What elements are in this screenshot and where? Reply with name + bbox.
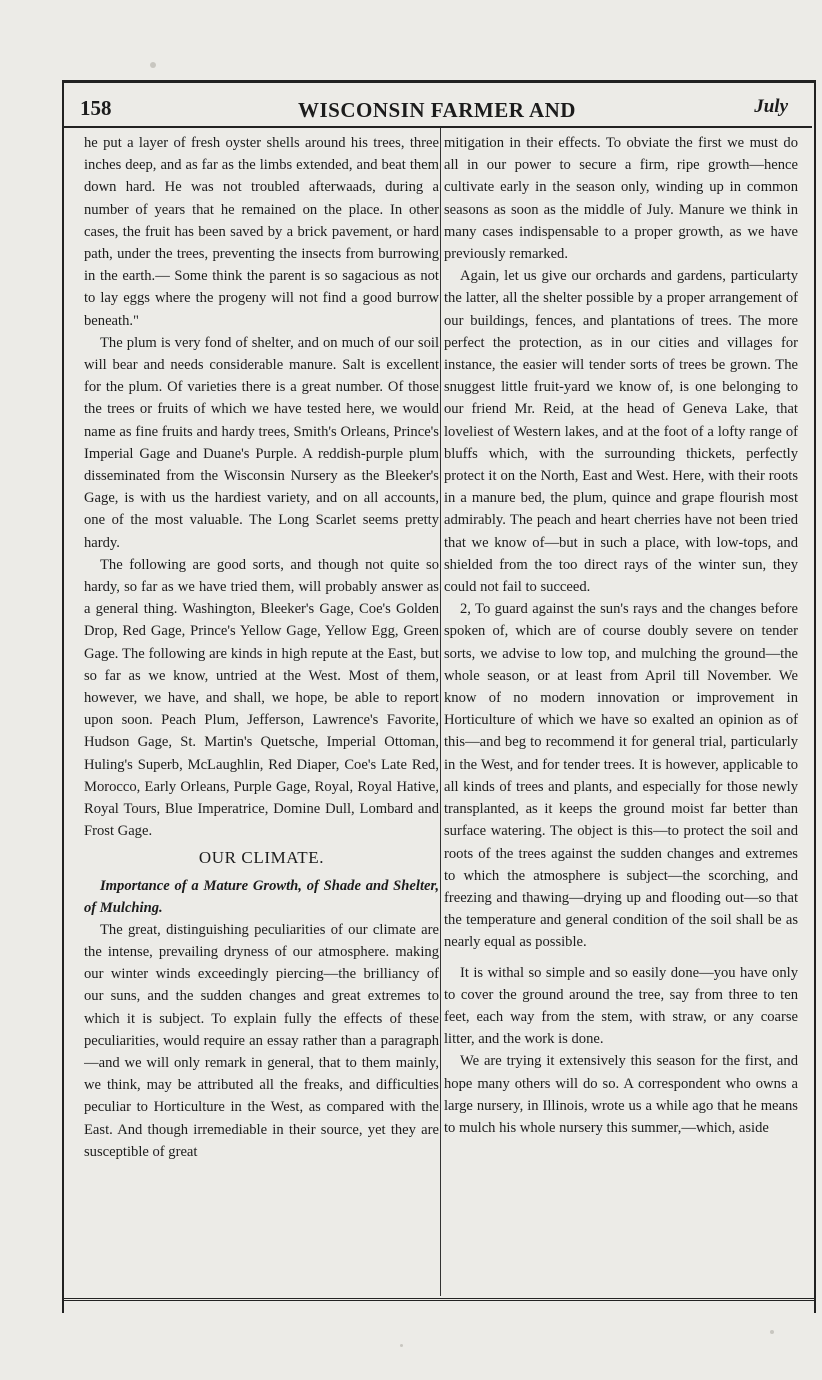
left-paragraph-4: The great, distinguishing peculiarities of our climate are the intense, prevailing dryness of our atmosphere. making our winter winds exceedingly piercing—the brilliancy of our suns, and the sudden changes and great extremes to which it is subject. To explain fully the effects of these peculiarities, would require an essay rather than a paragraph—and we will only remark in general, that to them mainly, we think, may be attributed all the freaks, and difficulties peculiar to Horticulture in the West, as compared with the East. And though irremediable in their source, yet they are susceptible of great <box>84 921 439 1160</box>
right-paragraph-4: It is withal so simple and so easily done—you have only to cover the ground around the tree, say from three to ten feet, each way from the stem, with straw, or any coarse litter, and the work is done. <box>444 964 798 1048</box>
header-rule <box>64 126 812 128</box>
running-month: July <box>754 96 788 117</box>
running-header <box>68 88 788 122</box>
left-paragraph-3: The following are good sorts, and though not quite so hardy, so far as we have tried them, will probably answer as a general thing. Washington, Bleeker's Gage, Coe's Golden Drop, Red Gage, Prince's Yellow Gage, Yellow Egg, Green Gage. The following are kinds in high repute at the East, but so far as we know, untried at the West. Most of them, however, we have, and shall, we hope, be able to report upon soon. Peach Plum, Jefferson, Lawrence's Favorite, Hudson Gage, St. Martin's Quetsche, Imperial Ottoman, Huling's Superb, McLaughlin, Red Diaper, Coe's Late Red, Morocco, Early Orleans, Purple Gage, Royal, Royal Hative, Royal Tours, Blue Imperatrice, Domine Dull, Lombard and Frost Gage. <box>84 556 439 840</box>
paper-speck <box>770 1330 774 1334</box>
right-paragraph-3: 2, To guard against the sun's rays and the changes before spoken of, which are of course doubly severe on tender sorts, we advise to low top, and mulching the ground—the whole season, or at least from April till November. We know of no modern innovation or improvement in Horticulture of which we have so exalted an opinion as of this—and beg to recommend it for general trial, particularly in the West, and for tender trees. It is however, applicable to all kinds of trees and plants, and especially for those newly transplanted, as it keeps the ground moist far better than surface watering. The object is this—to protect the soil and roots of the trees against the sudden changes and extremes to which the atmosphere is subject—the scorching, and freezing and thawing—drying up and flooding out—so that the temperature and general condition of the soil shall be as nearly equal as possible. <box>444 601 798 951</box>
column-divider <box>440 128 441 1296</box>
left-paragraph-1: he put a layer of fresh oyster shells around his trees, three inches deep, and as far as the limbs extended, and beat them down hard. He was not troubled afterwaads, during a number of years that he remained on the place. In other cases, the fruit has been saved by a brick pavement, or hard path, under the trees, preventing the insects from burrowing in the earth.— Some think the parent is so sagacious as not to lay eggs where the progeny will not find a good burrow beneath." <box>84 135 439 329</box>
bottom-rule <box>62 1298 816 1301</box>
right-paragraph-1: mitigation in their effects. To obviate the first we must do all in our power to secure a firm, ripe growth—hence cultivate early in the season only, winding up in common seasons as soon as the middle of July. Manure we think in many cases indispensable to a proper growth, as we have previously remarked. <box>444 135 798 263</box>
paragraph-gap <box>444 954 798 962</box>
right-column <box>444 132 798 1292</box>
left-paragraph-2: The plum is very fond of shelter, and on much of our soil will bear and needs considerable manure. Salt is excellent for the plum. Of varieties there is a great number. Of those the trees or fruits of which we have tested here, we would name as fine fruits and hardy trees, Smith's Orleans, Prince's Imperial Gage and Duane's Purple. A reddish-purple plum disseminated from the Wisconsin Nursery as the Bleeker's Gage, is with us the hardiest variety, and on all accounts, one of the most valuable. The Long Scarlet seems pretty hardy. <box>84 334 439 551</box>
page-number: 158 <box>80 96 112 120</box>
section-title: OUR CLIMATE. <box>198 847 325 867</box>
right-paragraph-5: We are trying it extensively this season for the first, and hope many others will do so. A correspondent who owns a large nursery, in Illinois, wrote us a while ago that he means to mulch his whole nursery this summer,—which, aside <box>444 1053 798 1136</box>
paper-speck <box>150 62 156 68</box>
section-subhead: Importance of a Mature Growth, of Shade and Shelter, of Mulching. <box>84 877 439 916</box>
right-paragraph-2: Again, let us give our orchards and gardens, particularty the latter, all the shelter possible by a proper arrangement of our buildings, fences, and plantations of trees. The more perfect the protection, as in our cities and villages for instance, the easier will tender sorts of trees be grown. The snuggest little fruit-yard we know of, is one belonging to our friend Mr. Reid, at the head of Geneva Lake, that loveliest of Western lakes, and at the foot of a lofty range of bluffs which, with the surrounding thickets, perfectly protect it on the North, East and West. Here, with their roots in a manure bed, the plum, quince and grape flourish most admirably. The peach and heart cherries have not been tried that we know of—but in such a place, with low-tops, and shielded from the too direct rays of the winter sun, they could not fail to succeed. <box>444 268 798 596</box>
paper-speck <box>400 1344 403 1347</box>
running-title: WISCONSIN FARMER AND <box>298 98 576 122</box>
left-column <box>84 132 439 1292</box>
